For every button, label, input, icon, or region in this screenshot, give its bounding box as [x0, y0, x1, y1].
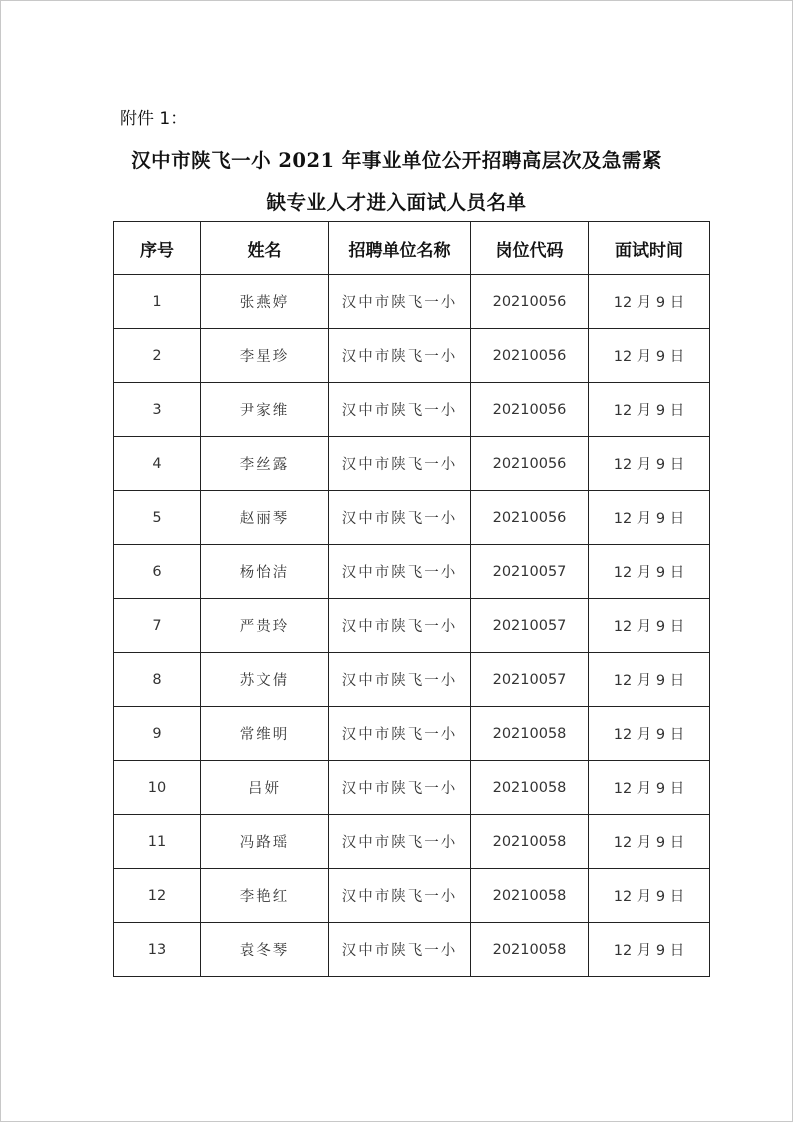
cell-interview-time: 12 月 9 日 [589, 869, 710, 923]
cell-position-code: 20210056 [471, 491, 589, 545]
table-row [114, 815, 710, 869]
cell-unit: 汉中市陕飞一小 [329, 545, 471, 599]
cell-position-code: 20210058 [471, 815, 589, 869]
cell-name: 赵丽琴 [201, 491, 329, 545]
cell-position-code: 20210056 [471, 275, 589, 329]
cell-position-code: 20210056 [471, 329, 589, 383]
table-row [114, 869, 710, 923]
cell-serial: 2 [114, 329, 201, 383]
cell-interview-time: 12 月 9 日 [589, 491, 710, 545]
cell-name: 吕妍 [201, 761, 329, 815]
cell-name: 严贵玲 [201, 599, 329, 653]
document-title-line-1: 汉中市陕飞一小 2021 年事业单位公开招聘高层次及急需紧 [131, 149, 662, 172]
cell-position-code: 20210056 [471, 437, 589, 491]
cell-serial: 5 [114, 491, 201, 545]
cell-interview-time: 12 月 9 日 [589, 815, 710, 869]
cell-position-code: 20210058 [471, 923, 589, 977]
cell-name: 李星珍 [201, 329, 329, 383]
table-row [114, 491, 710, 545]
table-row [114, 761, 710, 815]
cell-interview-time: 12 月 9 日 [589, 275, 710, 329]
table-row [114, 329, 710, 383]
header-position-code: 岗位代码 [471, 222, 589, 275]
cell-interview-time: 12 月 9 日 [589, 923, 710, 977]
cell-name: 杨怡洁 [201, 545, 329, 599]
cell-name: 常维明 [201, 707, 329, 761]
document-title-line-2: 缺专业人才进入面试人员名单 [266, 191, 527, 214]
cell-serial: 9 [114, 707, 201, 761]
cell-serial: 6 [114, 545, 201, 599]
table-row [114, 599, 710, 653]
cell-unit: 汉中市陕飞一小 [329, 383, 471, 437]
table-body [114, 275, 710, 977]
cell-unit: 汉中市陕飞一小 [329, 761, 471, 815]
table-row [114, 545, 710, 599]
cell-name: 袁冬琴 [201, 923, 329, 977]
table-header-row [114, 222, 710, 275]
cell-name: 张燕婷 [201, 275, 329, 329]
cell-unit: 汉中市陕飞一小 [329, 275, 471, 329]
cell-name: 苏文倩 [201, 653, 329, 707]
cell-unit: 汉中市陕飞一小 [329, 815, 471, 869]
cell-serial: 1 [114, 275, 201, 329]
cell-name: 尹家维 [201, 383, 329, 437]
cell-unit: 汉中市陕飞一小 [329, 329, 471, 383]
cell-position-code: 20210057 [471, 545, 589, 599]
cell-name: 李丝露 [201, 437, 329, 491]
table-row [114, 437, 710, 491]
cell-interview-time: 12 月 9 日 [589, 653, 710, 707]
cell-unit: 汉中市陕飞一小 [329, 869, 471, 923]
cell-unit: 汉中市陕飞一小 [329, 653, 471, 707]
cell-serial: 12 [114, 869, 201, 923]
table-row [114, 707, 710, 761]
cell-unit: 汉中市陕飞一小 [329, 491, 471, 545]
header-name: 姓名 [201, 222, 329, 275]
cell-position-code: 20210058 [471, 869, 589, 923]
cell-interview-time: 12 月 9 日 [589, 329, 710, 383]
cell-serial: 7 [114, 599, 201, 653]
cell-serial: 4 [114, 437, 201, 491]
header-interview-time: 面试时间 [589, 222, 710, 275]
attachment-label: 附件 1： [120, 109, 188, 129]
cell-position-code: 20210058 [471, 761, 589, 815]
cell-interview-time: 12 月 9 日 [589, 383, 710, 437]
cell-serial: 3 [114, 383, 201, 437]
cell-interview-time: 12 月 9 日 [589, 707, 710, 761]
cell-serial: 10 [114, 761, 201, 815]
cell-name: 李艳红 [201, 869, 329, 923]
cell-position-code: 20210057 [471, 599, 589, 653]
cell-name: 冯路瑶 [201, 815, 329, 869]
cell-serial: 11 [114, 815, 201, 869]
cell-position-code: 20210058 [471, 707, 589, 761]
table-row [114, 275, 710, 329]
cell-serial: 8 [114, 653, 201, 707]
cell-position-code: 20210057 [471, 653, 589, 707]
cell-unit: 汉中市陕飞一小 [329, 707, 471, 761]
table-row [114, 383, 710, 437]
table-row [114, 923, 710, 977]
interview-roster-table [113, 221, 710, 977]
cell-interview-time: 12 月 9 日 [589, 437, 710, 491]
cell-position-code: 20210056 [471, 383, 589, 437]
cell-serial: 13 [114, 923, 201, 977]
cell-unit: 汉中市陕飞一小 [329, 599, 471, 653]
cell-interview-time: 12 月 9 日 [589, 761, 710, 815]
header-unit: 招聘单位名称 [329, 222, 471, 275]
table-row [114, 653, 710, 707]
cell-unit: 汉中市陕飞一小 [329, 437, 471, 491]
cell-unit: 汉中市陕飞一小 [329, 923, 471, 977]
cell-interview-time: 12 月 9 日 [589, 545, 710, 599]
header-serial: 序号 [114, 222, 201, 275]
cell-interview-time: 12 月 9 日 [589, 599, 710, 653]
